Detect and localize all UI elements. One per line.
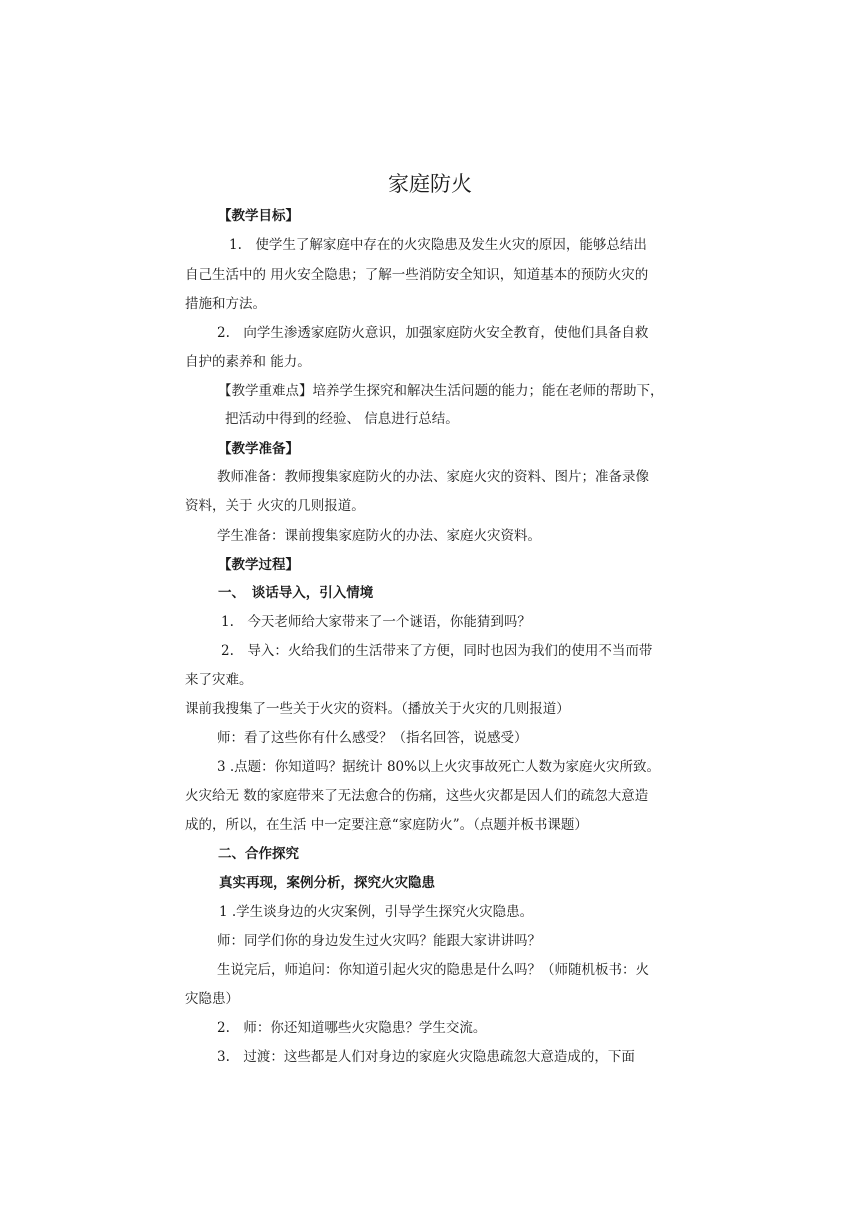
paragraph-line: 资料，关于 火灾的几则报道。: [185, 498, 365, 514]
heading-teaching-process: 【教学过程】: [218, 557, 299, 573]
paragraph-line: 措施和方法。: [185, 296, 266, 312]
paragraph-line: 1 .学生谈身边的火灾案例，引导学生探究火灾隐患。: [219, 904, 534, 920]
paragraph-line: 来了灾难。: [185, 672, 253, 688]
subsection-heading: 真实再现，案例分析，探究火灾隐患: [219, 875, 435, 891]
paragraph-line: 2. 师：你还知道哪些火灾隐患？学生交流。: [217, 1020, 487, 1036]
paragraph-line: 灾隐患）: [185, 991, 239, 1007]
paragraph-line: 2. 导入：火给我们的生活带来了方便，同时也因为我们的使用不当而带: [221, 643, 653, 659]
paragraph-line: 课前我搜集了一些关于火灾的资料。（播放关于火灾的几则报道）: [185, 701, 570, 717]
document-title: 家庭防火: [388, 172, 472, 196]
paragraph-line: 1. 使学生了解家庭中存在的火灾隐患及发生火灾的原因，能够总结出: [229, 237, 647, 253]
heading-teaching-prep: 【教学准备】: [218, 441, 299, 457]
paragraph-line: 2. 向学生渗透家庭防火意识，加强家庭防火安全教育，使他们具备自救: [217, 325, 649, 341]
paragraph-line: 师：看了这些你有什么感受？（指名回答，说感受）: [217, 730, 528, 746]
paragraph-line: 火灾给无 数的家庭带来了无法愈合的伤痛，这些火灾都是因人们的疏忽大意造: [185, 788, 649, 804]
paragraph-line: 3. 过渡：这些都是人们对身边的家庭火灾隐患疏忽大意造成的，下面: [217, 1049, 635, 1065]
paragraph-line: 成的，所以，在生活 中一定要注意“家庭防火”。（点题并板书课题）: [185, 817, 588, 833]
paragraph-line: 自护的素养和 能力。: [185, 354, 311, 370]
paragraph-line: 3 .点题：你知道吗？据统计 80%以上火灾事故死亡人数为家庭火灾所致。: [217, 759, 660, 775]
section-heading: 一、 谈话导入，引入情境: [218, 585, 374, 601]
paragraph-line: 1. 今天老师给大家带来了一个谜语，你能猜到吗？: [221, 614, 531, 630]
section-heading: 二、合作探究: [218, 846, 299, 862]
heading-teaching-goals: 【教学目标】: [218, 208, 299, 224]
paragraph-line: 【教学重难点】培养学生探究和解决生活问题的能力；能在老师的帮助下，: [218, 383, 664, 399]
paragraph-line: 生说完后，师追问：你知道引起火灾的隐患是什么吗？（师随机板书：火: [217, 962, 649, 978]
paragraph-line: 自己生活中的 用火安全隐患；了解一些消防安全知识，知道基本的预防火灾的: [185, 267, 649, 283]
paragraph-line: 把活动中得到的经验、 信息进行总结。: [225, 411, 459, 427]
paragraph-line: 学生准备：课前搜集家庭防火的办法、家庭火灾资料。: [217, 528, 541, 544]
paragraph-line: 师：同学们你的身边发生过火灾吗？能跟大家讲讲吗？: [217, 933, 541, 949]
paragraph-line: 教师准备：教师搜集家庭防火的办法、家庭火灾的资料、图片；准备录像: [217, 469, 649, 485]
